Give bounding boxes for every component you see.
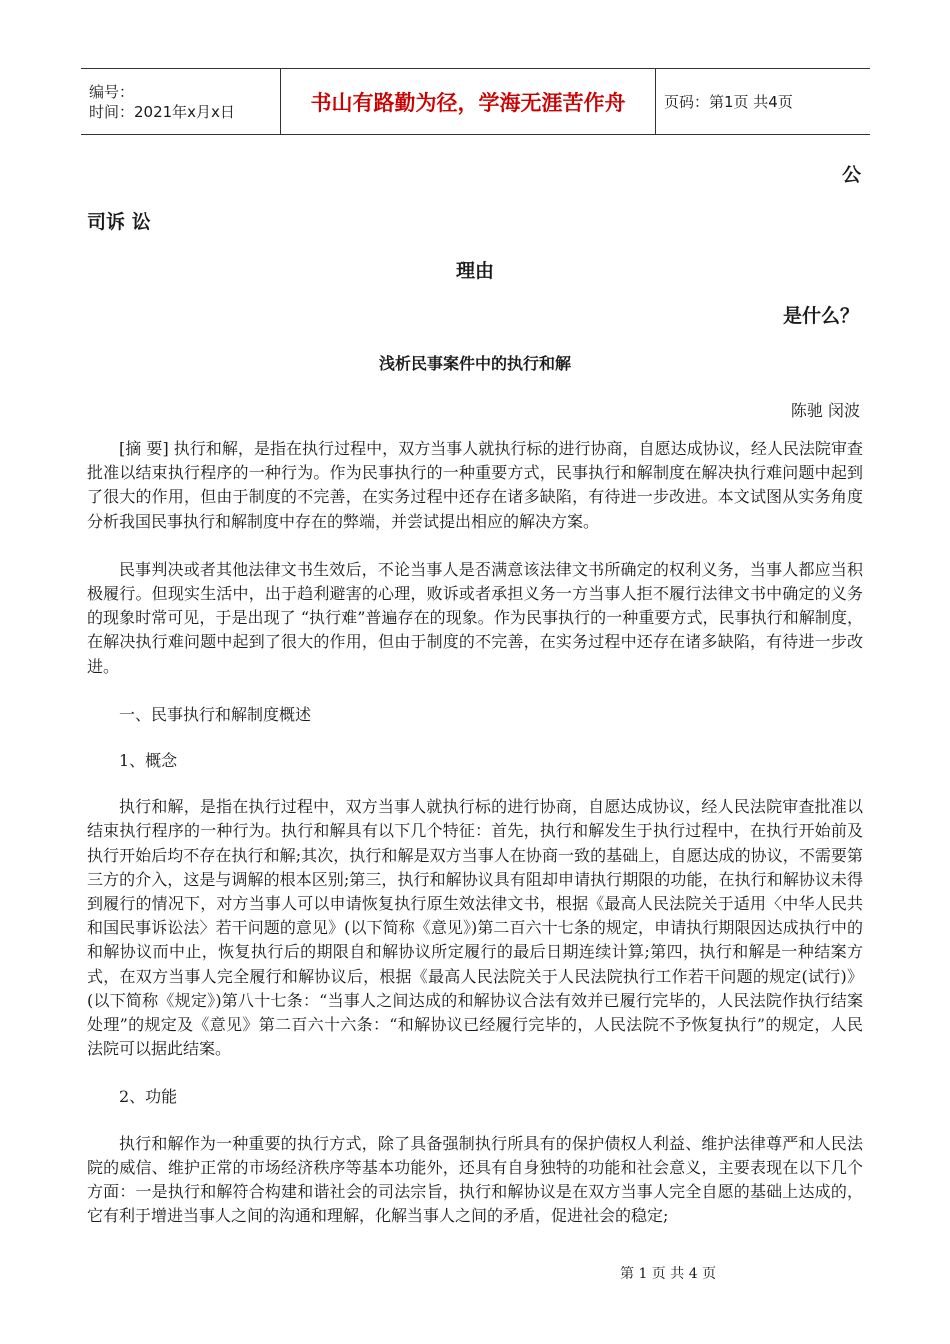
section-heading-1: 一、民事执行和解制度概述 [119,704,312,724]
header-page-info: 页码：第1页 共4页 [664,93,793,111]
header-motto [281,69,656,134]
subsection-heading-concept: 1、概念 [119,751,178,771]
doc-time-label: 时间：2021年x月x日 [89,102,235,121]
abstract-paragraph: [摘 要] 执行和解，是指在执行过程中，双方当事人就执行标的进行协商，自愿达成协议，经人民法院审查批准以结束执行程序的一种行为。作为民事执行的一种重要方式，民事执行和解制度在解决执行难问题中起到了很大的作用，但由于制度的不完善，在实务过程中还存在诸多缺陷，有待进一步改进。本文试图从实务角度分析我国民事执行和解制度中存在的弊端，并尝试提出相应的解决方案。 [87,439,863,531]
title-part-2: 司诉 讼 [87,211,151,233]
header-meta [81,69,281,134]
intro-paragraph: 民事判决或者其他法律文书生效后，不论当事人是否满意该法律文书所确定的权利义务，当事人都应当积极履行。但现实生活中，出于趋利避害的心理，败诉或者承担义务一方当事人拒不履行法律文书中确定的义务的现象时常可见，于是出现了 “执行难”普遍存在的现象。作为民事执行的一种重要方式，民事执行和解制度，在解决执行难问题中起到了很大的作用，但由于制度的不完善，在实务过程中还存在诸多缺陷，有待进一步改进。 [87,559,863,676]
article-body [87,437,863,1252]
article-author: 陈驰 闵波 [790,401,860,420]
title-part-4: 是什么？ [783,305,860,327]
page-footer: 第 1 页 共 4 页 [620,1266,717,1282]
title-part-3: 理由 [456,260,495,282]
function-paragraph: 执行和解作为一种重要的执行方式，除了具备强制执行所具有的保护债权人利益、维护法律尊严和人民法院的威信、维护正常的市场经济秩序等基本功能外，还具有自身独特的功能和社会意义，主要表现在以下几个方面：一是执行和解符合构建和谐社会的司法宗旨，执行和解协议是在双方当事人完全自愿的基础上达成的，它有利于增进当事人之间的沟通和理解，化解当事人之间的矛盾，促进社会的稳定; [87,1133,863,1226]
concept-paragraph: 执行和解，是指在执行过程中，双方当事人就执行标的进行协商，自愿达成协议，经人民法院审查批准以结束执行程序的一种行为。执行和解具有以下几个特征：首先，执行和解发生于执行过程中，在执行开始前及执行开始后均不存在执行和解;其次，执行和解是双方当事人在协商一致的基础上，自愿达成的协议，不需要第三方的介入，这是与调解的根本区别;第三，执行和解协议具有阻却申请执行期限的功能，在执行和解协议未得到履行的情况下，对方当事人可以申请恢复执行原生效法律文书，根据《最高人民法院关于适用〈中华人民共和国民事诉讼法〉若干问题的意见》(以下简称《意见》)第二百六十七条的规定，申请执行期限因达成执行中的和解协议而中止，恢复执行后的期限自和解协议所定履行的最后日期连续计算;第四，执行和解是一种结案方式，在双方当事人完全履行和解协议后，根据《最高人民法院关于人民法院执行工作若干问题的规定(试行)》(以下简称《规定》)第八十七条：“当事人之间达成的和解协议合法有效并已履行完毕的，人民法院作执行结案处理”的规定及《意见》第二百六十六条：“和解协议已经履行完毕的，人民法院不予恢复执行”的规定，人民法院可以据此结案。 [87,797,863,1059]
page-header [81,68,870,135]
article-subtitle: 浅析民事案件中的执行和解 [378,354,571,373]
subsection-heading-function: 2、功能 [119,1087,178,1107]
motto-text: 书山有路勤为径，学海无涯苦作舟 [310,90,626,115]
title-part-1: 公 [842,164,862,186]
doc-code-label: 编号： [89,82,135,101]
